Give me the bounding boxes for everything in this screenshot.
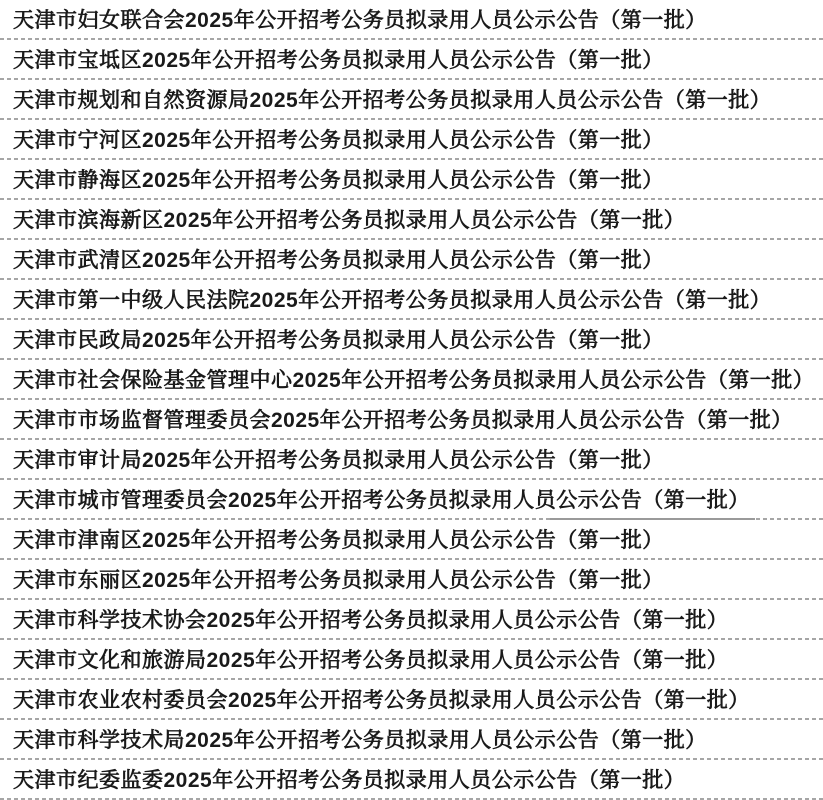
announcement-list-item[interactable]: [0, 760, 823, 800]
announcement-title-link[interactable]: 天津市静海区2025年公开招考公务员拟录用人员公示公告（第一批）: [13, 169, 664, 192]
announcement-title-link[interactable]: 天津市科学技术协会2025年公开招考公务员拟录用人员公示公告（第一批）: [13, 609, 729, 632]
announcement-title-link[interactable]: 天津市民政局2025年公开招考公务员拟录用人员公示公告（第一批）: [13, 329, 664, 352]
announcement-list-item[interactable]: [0, 560, 823, 600]
announcement-list-item[interactable]: [0, 0, 823, 40]
announcement-list-item[interactable]: [0, 640, 823, 680]
announcement-list-item[interactable]: [0, 200, 823, 240]
announcement-title-link[interactable]: 天津市文化和旅游局2025年公开招考公务员拟录用人员公示公告（第一批）: [13, 649, 729, 672]
announcement-list-item[interactable]: [0, 120, 823, 160]
announcement-list-item[interactable]: [0, 480, 823, 520]
announcement-title-link[interactable]: 天津市宝坻区2025年公开招考公务员拟录用人员公示公告（第一批）: [13, 49, 664, 72]
announcement-title-link[interactable]: 天津市社会保险基金管理中心2025年公开招考公务员拟录用人员公示公告（第一批）: [13, 369, 815, 392]
announcement-list-item[interactable]: [0, 400, 823, 440]
announcement-list-item[interactable]: [0, 680, 823, 720]
announcement-title-link[interactable]: 天津市审计局2025年公开招考公务员拟录用人员公示公告（第一批）: [13, 449, 664, 472]
announcement-title-link[interactable]: 天津市津南区2025年公开招考公务员拟录用人员公示公告（第一批）: [13, 529, 664, 552]
announcement-list-item[interactable]: [0, 240, 823, 280]
announcement-title-link[interactable]: 天津市城市管理委员会2025年公开招考公务员拟录用人员公示公告（第一批）: [13, 489, 750, 512]
announcement-list-item[interactable]: [0, 40, 823, 80]
announcement-list-item[interactable]: [0, 320, 823, 360]
announcement-title-link[interactable]: 天津市科学技术局2025年公开招考公务员拟录用人员公示公告（第一批）: [13, 729, 707, 752]
announcement-title-link[interactable]: 天津市滨海新区2025年公开招考公务员拟录用人员公示公告（第一批）: [13, 209, 686, 232]
announcement-list-item[interactable]: [0, 520, 823, 560]
announcement-list-item[interactable]: [0, 720, 823, 760]
announcement-list-item[interactable]: [0, 600, 823, 640]
announcement-title-link[interactable]: 天津市市场监督管理委员会2025年公开招考公务员拟录用人员公示公告（第一批）: [13, 409, 793, 432]
announcement-list-item[interactable]: [0, 360, 823, 400]
announcement-list-item[interactable]: [0, 280, 823, 320]
announcement-title-link[interactable]: 天津市农业农村委员会2025年公开招考公务员拟录用人员公示公告（第一批）: [13, 689, 750, 712]
announcement-title-link[interactable]: 天津市武清区2025年公开招考公务员拟录用人员公示公告（第一批）: [13, 249, 664, 272]
announcement-list-item[interactable]: [0, 160, 823, 200]
announcement-title-link[interactable]: 天津市宁河区2025年公开招考公务员拟录用人员公示公告（第一批）: [13, 129, 664, 152]
announcement-title-link[interactable]: 天津市东丽区2025年公开招考公务员拟录用人员公示公告（第一批）: [13, 569, 664, 592]
announcement-title-link[interactable]: 天津市妇女联合会2025年公开招考公务员拟录用人员公示公告（第一批）: [13, 9, 707, 32]
announcement-list-item[interactable]: [0, 80, 823, 120]
announcement-list-item[interactable]: [0, 440, 823, 480]
announcement-title-link[interactable]: 天津市纪委监委2025年公开招考公务员拟录用人员公示公告（第一批）: [13, 769, 686, 792]
announcement-title-link[interactable]: 天津市第一中级人民法院2025年公开招考公务员拟录用人员公示公告（第一批）: [13, 289, 772, 312]
announcement-title-link[interactable]: 天津市规划和自然资源局2025年公开招考公务员拟录用人员公示公告（第一批）: [13, 89, 772, 112]
